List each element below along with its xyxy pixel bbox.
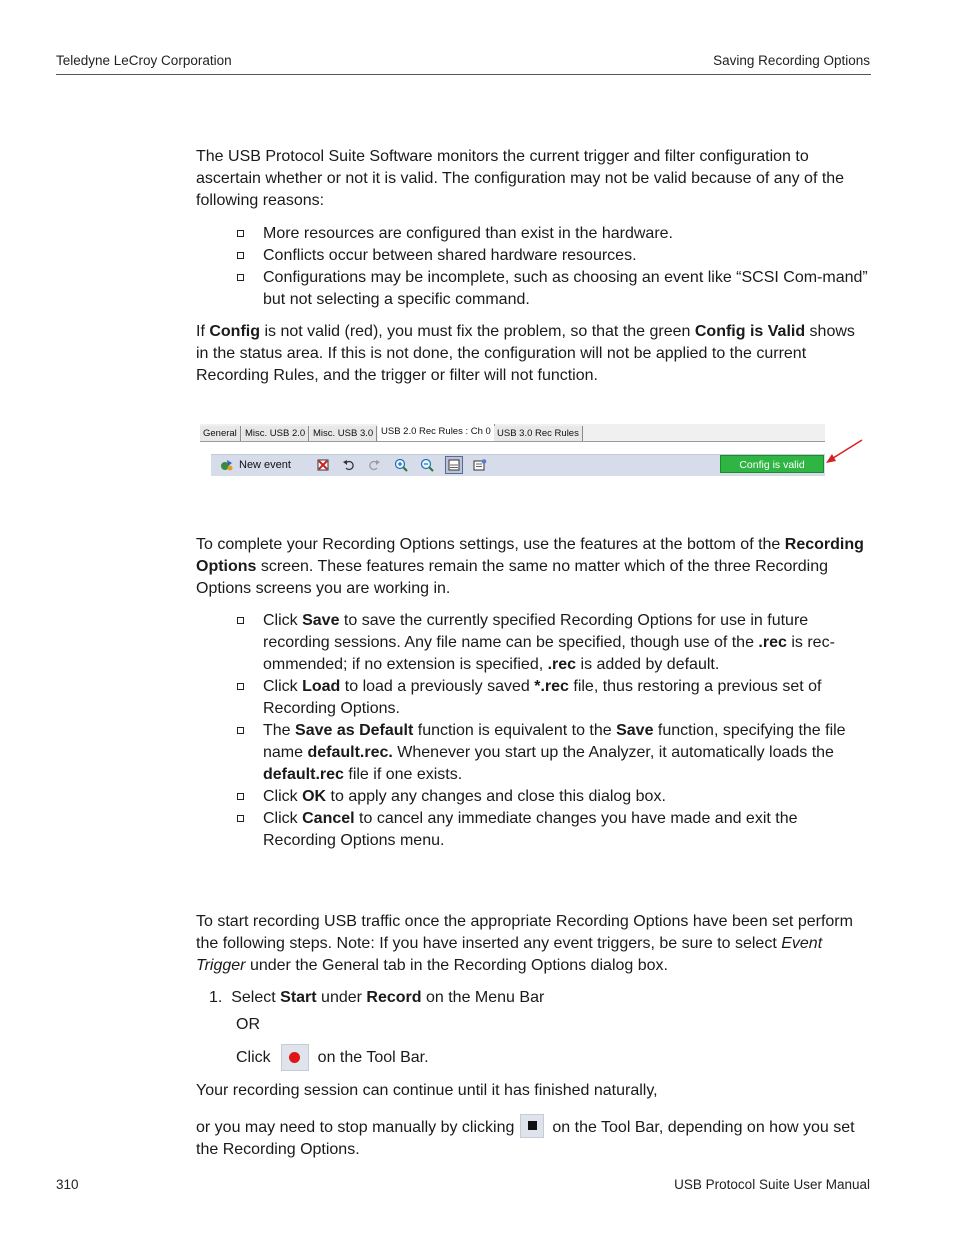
- text: on the Menu Bar: [421, 989, 545, 1006]
- features-list: [236, 610, 870, 852]
- text: to cancel any immediate changes you have made and exit the Recording Options menu.: [263, 810, 798, 849]
- tab-misc-usb2[interactable]: Misc. USB 2.0: [242, 426, 309, 441]
- undo-icon[interactable]: [342, 458, 356, 472]
- text: is rec-ommended; if no extension is specified,: [263, 634, 835, 673]
- text: to apply any changes and close this dialog box.: [326, 788, 666, 805]
- text-bold: default.rec: [263, 766, 344, 783]
- stop-icon: [528, 1121, 537, 1130]
- config-paragraph: [196, 321, 870, 387]
- text: under: [316, 989, 367, 1006]
- list-item: Configurations may be incomplete, such as choosing an event like “SCSI Com-mand” but not selecting a specific command.: [236, 267, 870, 311]
- list-item: [236, 610, 870, 676]
- text: screen. These features remain the same no matter which of the three Recording Options screens you are working in.: [196, 558, 828, 597]
- reasons-list: [236, 223, 870, 311]
- text-bold: .rec: [547, 656, 577, 673]
- text-bold: Save: [616, 722, 654, 739]
- step-number: 1.: [209, 989, 223, 1006]
- layout-toggle-icon[interactable]: [445, 456, 463, 474]
- text: to save the currently specified Recording Options for use in future recording sessions. Any file name can be specified, though use of the: [263, 612, 809, 651]
- text-bold: Record: [366, 989, 422, 1006]
- step-1-or: OR: [236, 1016, 260, 1033]
- tab-strip: [200, 424, 825, 442]
- text-bold: Config: [209, 323, 260, 340]
- text-bold: Load: [302, 678, 341, 695]
- text-italic: Event Trigger: [196, 935, 823, 974]
- list-item: More resources are configured than exist in the hardware.: [236, 223, 870, 245]
- header-right: Saving Recording Options: [713, 53, 870, 68]
- config-valid-status: Config is valid: [720, 455, 824, 473]
- text: or you may need to stop manually by clicking: [196, 1119, 515, 1136]
- intro-paragraph: The USB Protocol Suite Software monitors the current trigger and filter configuration to ascertain whether or not it is valid. The configuration may not be valid because of any of the following reasons:: [196, 148, 845, 209]
- footer-title: USB Protocol Suite User Manual: [674, 1177, 870, 1192]
- text-bold: Save as Default: [295, 722, 414, 739]
- text: is added by default.: [576, 656, 720, 673]
- start-recording-paragraph: [196, 911, 870, 977]
- text: is not valid (red), you must fix the problem, so that the green: [260, 323, 695, 340]
- list-item: Conflicts occur between shared hardware resources.: [236, 245, 870, 267]
- text: To complete your Recording Options settings, use the features at the bottom of the: [196, 536, 785, 553]
- text: The: [263, 722, 296, 739]
- session-paragraph: Your recording session can continue until it has finished naturally,: [196, 1082, 658, 1099]
- zoom-out-icon[interactable]: [420, 458, 434, 472]
- text-bold: .rec: [758, 634, 787, 651]
- text: Whenever you start up the Analyzer, it automatically loads the: [392, 744, 834, 761]
- tab-usb3-rec-rules[interactable]: USB 3.0 Rec Rules: [494, 426, 583, 441]
- stop-button[interactable]: [520, 1114, 544, 1138]
- text: on the Tool Bar, depending on how you set the Recording Options.: [196, 1119, 855, 1158]
- stop-paragraph: [196, 1117, 870, 1161]
- new-event-button[interactable]: New event: [239, 459, 291, 471]
- list-item: [236, 720, 870, 786]
- text: file if one exists.: [343, 766, 463, 783]
- step-1-click-line: [236, 1044, 536, 1071]
- delete-event-icon[interactable]: [316, 458, 330, 472]
- text: on the Tool Bar.: [317, 1048, 429, 1066]
- text-bold: Recording Options: [196, 536, 864, 575]
- record-button[interactable]: [281, 1044, 309, 1071]
- text: To start recording USB traffic once the appropriate Recording Options have been set perform the following steps. Note: If you have inserted any event triggers, be sure to select: [196, 913, 853, 952]
- text: function, specifying the file name: [263, 722, 846, 761]
- text: shows in the status area. If this is not done, the configuration will not be applied to the current Recording Rules, and the trigger or filter will not function.: [196, 323, 855, 384]
- recording-options-paragraph: [196, 534, 870, 600]
- text-bold: Config is Valid: [694, 323, 806, 340]
- text-bold: default.rec.: [307, 744, 393, 761]
- text: Click: [263, 810, 303, 827]
- list-item: [236, 676, 870, 720]
- text-bold: Start: [280, 989, 317, 1006]
- text: function is equivalent to the: [413, 722, 617, 739]
- text: If: [196, 323, 210, 340]
- text-bold: *.rec: [534, 678, 569, 695]
- pointer-arrow: [824, 438, 864, 468]
- text: to load a previously saved: [340, 678, 535, 695]
- record-icon: [289, 1052, 300, 1063]
- text: Click: [263, 678, 303, 695]
- text-bold: Cancel: [302, 810, 355, 827]
- zoom-in-icon[interactable]: [394, 458, 408, 472]
- text: under the General tab in the Recording Options dialog box.: [245, 957, 668, 974]
- header-rule: [56, 74, 871, 75]
- new-event-icon: [220, 458, 234, 472]
- text-bold: Save: [302, 612, 340, 629]
- list-item: [236, 808, 870, 852]
- redo-icon[interactable]: [367, 458, 381, 472]
- list-item: [236, 786, 870, 808]
- text: Select: [231, 989, 281, 1006]
- tab-misc-usb3[interactable]: Misc. USB 3.0: [310, 426, 377, 441]
- text: Click: [236, 1048, 271, 1066]
- properties-icon[interactable]: [473, 458, 487, 472]
- text: Click: [263, 788, 303, 805]
- text: file, thus restoring a previous set of Recording Options.: [263, 678, 822, 717]
- text-bold: OK: [302, 788, 327, 805]
- tab-general[interactable]: General: [200, 426, 241, 441]
- tab-usb2-rec-rules[interactable]: USB 2.0 Rec Rules : Ch 0: [378, 424, 495, 441]
- text: Click: [263, 612, 303, 629]
- header-left: Teledyne LeCroy Corporation: [56, 53, 232, 68]
- step-1: [209, 987, 809, 1009]
- page-number: 310: [56, 1177, 79, 1192]
